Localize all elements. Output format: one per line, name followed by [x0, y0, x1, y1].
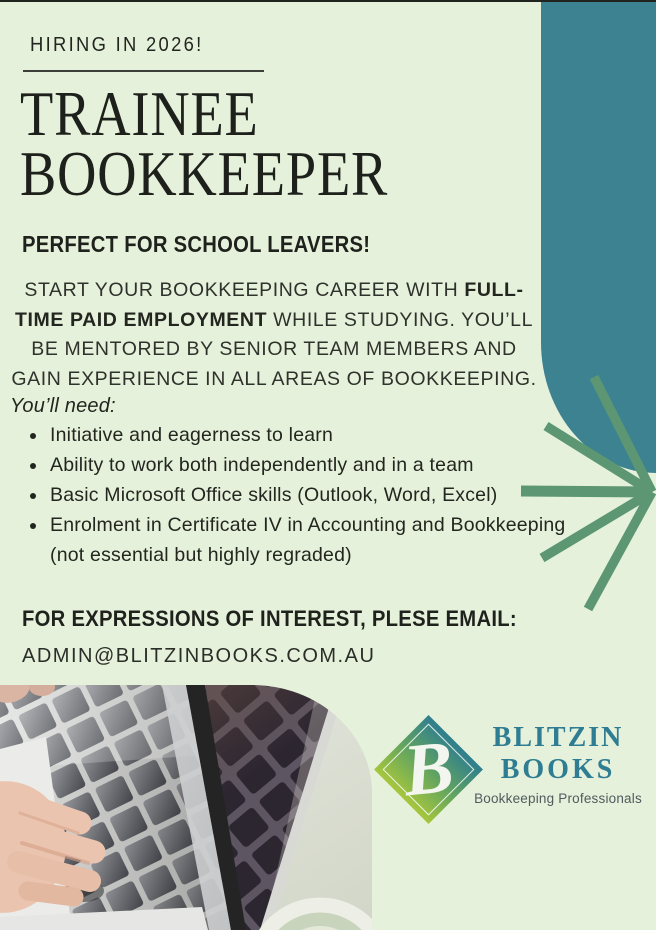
list-item: • Ability to work both independently and in a team	[48, 450, 568, 480]
subtitle: PERFECT FOR SCHOOL LEAVERS!	[22, 231, 371, 257]
logo-text	[470, 722, 646, 806]
page-title-line1: TRAINEE	[20, 78, 259, 149]
page-title	[20, 78, 389, 209]
intro-seg3: WHILE STUDYING. YOU’LL BE MENTORED BY SENIOR TEAM MEMBERS AND GAIN EXPERIENCE IN ALL AREAS OF BOOKKEEPING.	[11, 308, 537, 390]
list-item: • Basic Microsoft Office skills (Outlook, Word, Excel)	[48, 480, 568, 510]
logo-name-line2: BOOKS	[500, 754, 616, 785]
logo-diamond-shape	[374, 715, 483, 824]
starburst-rays-decoration	[505, 360, 656, 620]
logo-tagline: Bookkeeping Professionals	[474, 791, 642, 806]
page-title-line2: BOOKKEEPER	[20, 138, 389, 209]
contact-email: ADMIN@BLITZINBOOKS.COM.AU	[22, 645, 376, 667]
badge-underline	[23, 70, 264, 72]
laptop-photo-graphic	[0, 685, 372, 930]
blitzin-books-logo	[376, 700, 646, 840]
requirements-list	[26, 420, 568, 570]
intro-paragraph	[6, 276, 542, 394]
laptop-typing-photo	[0, 685, 372, 930]
logo-monogram: B	[399, 725, 458, 812]
contact-heading: FOR EXPRESSIONS OF INTEREST, PLESE EMAIL:	[22, 606, 517, 631]
list-item: • Initiative and eagerness to learn	[48, 420, 568, 450]
list-item: • Enrolment in Certificate IV in Accounting and Bookkeeping (not essential but highly regraded)	[48, 510, 568, 570]
logo-name-line1: BLITZIN	[492, 722, 624, 753]
requirements-label: You’ll need:	[10, 395, 116, 417]
intro-bold: FULL-TIME PAID EMPLOYMENT	[14, 279, 524, 331]
hiring-badge: HIRING IN 2026!	[30, 34, 204, 56]
intro-seg1: START YOUR BOOKKEEPING CAREER WITH	[24, 279, 465, 301]
top-border-line	[0, 0, 656, 2]
